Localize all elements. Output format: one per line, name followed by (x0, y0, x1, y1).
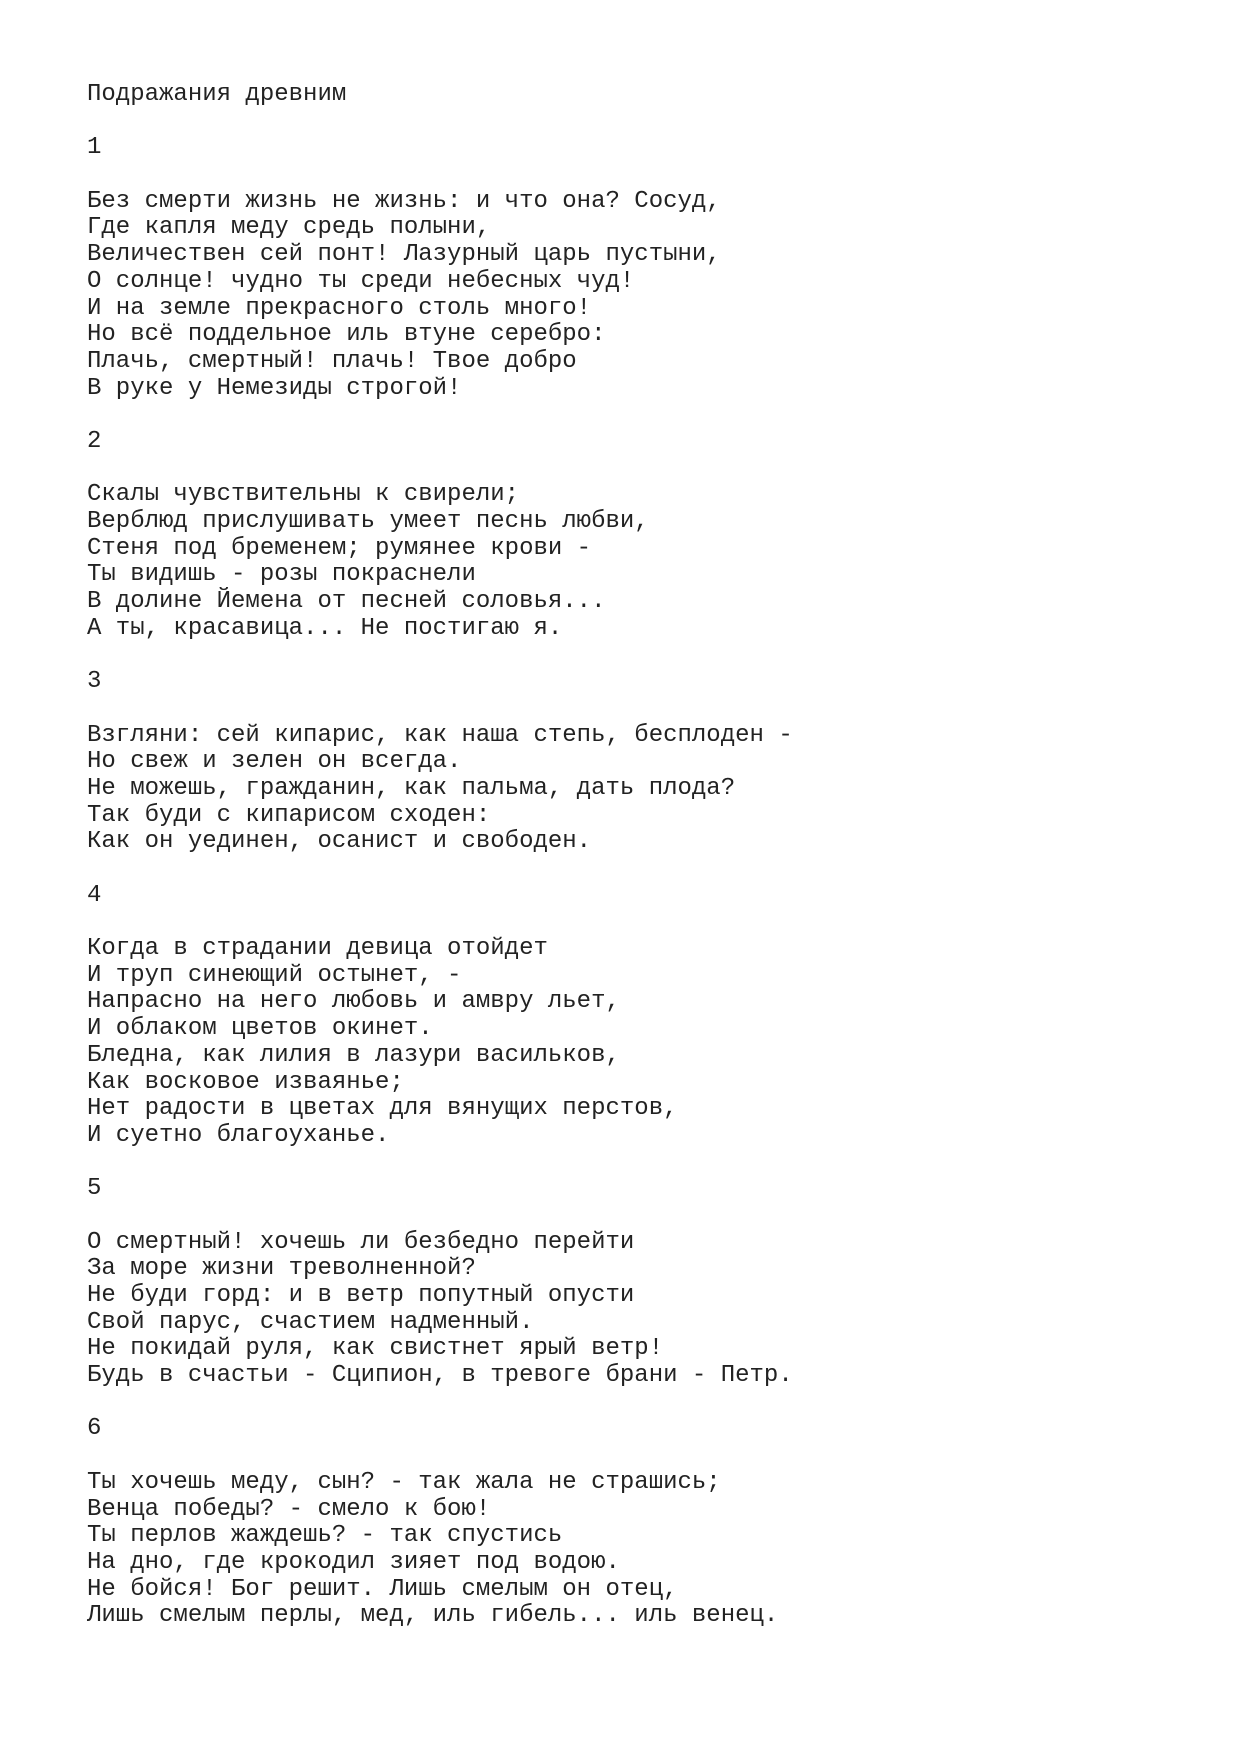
poem-3 (87, 669, 1187, 856)
poem-line: Не буди горд: и в ветр попутный опусти (87, 1282, 635, 1310)
poem-number: 4 (87, 881, 102, 909)
poem-6 (87, 1416, 1187, 1630)
poem-line: Как восковое изваянье; (87, 1068, 404, 1096)
poem-line: И суетно благоуханье. (87, 1121, 390, 1149)
poem-line: Нет радости в цветах для вянущих перстов, (87, 1095, 678, 1123)
poem-4 (87, 883, 1187, 1150)
poem-line: Где капля меду средь полыни, (87, 214, 491, 242)
poem-line: Но всё поддельное иль втуне серебро: (87, 321, 606, 349)
poem-line: Не бойся! Бог решит. Лишь смелым он отец, (87, 1575, 678, 1603)
poem-1 (87, 135, 1187, 402)
poem-line: Плачь, смертный! плачь! Твое добро (87, 347, 577, 375)
poem-line: Не покидай руля, как свистнет ярый ветр! (87, 1335, 664, 1363)
document-page (87, 82, 1187, 1630)
poem-line: О солнце! чудно ты среди небесных чуд! (87, 267, 635, 295)
poem-line: Без смерти жизнь не жизнь: и что она? Сосуд, (87, 187, 721, 215)
poem-line: В руке у Немезиды строгой! (87, 374, 462, 402)
poem-number: 3 (87, 668, 102, 696)
poem-line: Величествен сей понт! Лазурный царь пустыни, (87, 241, 721, 269)
poem-line: И на земле прекрасного столь много! (87, 294, 592, 322)
poem-line: Венца победы? - смело к бою! (87, 1495, 491, 1523)
poem-5 (87, 1176, 1187, 1390)
poem-line: Будь в счастьи - Сципион, в тревоге брани - Петр. (87, 1362, 793, 1390)
poem-line: И труп синеющий остынет, - (87, 961, 462, 989)
poem-number: 5 (87, 1175, 102, 1203)
poem-line: Ты хочешь меду, сын? - так жала не страшись; (87, 1468, 721, 1496)
poem-line: И облаком цветов окинет. (87, 1015, 433, 1043)
poem-lines (87, 1230, 1187, 1390)
poem-line: Так буди с кипарисом сходен: (87, 801, 491, 829)
poem-line: За море жизни треволненной? (87, 1255, 476, 1283)
poem-line: Как он уединен, осанист и свободен. (87, 828, 592, 856)
poem-line: В долине Йемена от песней соловья... (87, 588, 606, 616)
poem-lines (87, 482, 1187, 642)
poem-line: Ты видишь - розы покраснели (87, 561, 476, 589)
poem-line: На дно, где крокодил зияет под водою. (87, 1548, 620, 1576)
poem-lines (87, 189, 1187, 403)
poem-line: Ты перлов жаждешь? - так спустись (87, 1522, 563, 1550)
poem-number: 1 (87, 134, 102, 162)
poem-line: Лишь смелым перлы, мед, иль гибель... иль венец. (87, 1602, 779, 1630)
poem-line: Напрасно на него любовь и амвру льет, (87, 988, 620, 1016)
poem-line: О смертный! хочешь ли безбедно перейти (87, 1228, 635, 1256)
poem-line: Бледна, как лилия в лазури васильков, (87, 1041, 620, 1069)
poem-line: Стеня под бременем; румянее крови - (87, 534, 592, 562)
poem-line: Не можешь, гражданин, как пальма, дать плода? (87, 774, 736, 802)
poem-number: 2 (87, 427, 102, 455)
poem-line: Свой парус, счастием надменный. (87, 1308, 534, 1336)
poem-2 (87, 429, 1187, 643)
poem-line: Но свеж и зелен он всегда. (87, 748, 462, 776)
poem-line: Верблюд прислушивать умеет песнь любви, (87, 508, 649, 536)
poem-lines (87, 936, 1187, 1150)
poem-line: Взгляни: сей кипарис, как наша степь, бесплоден - (87, 721, 793, 749)
poem-line: А ты, красавица... Не постигаю я. (87, 614, 563, 642)
document-title: Подражания древним (87, 81, 347, 108)
poem-lines (87, 723, 1187, 856)
poem-line: Когда в страдании девица отойдет (87, 935, 548, 963)
poem-lines (87, 1470, 1187, 1630)
poem-line: Скалы чувствительны к свирели; (87, 481, 520, 509)
poem-number: 6 (87, 1415, 102, 1443)
